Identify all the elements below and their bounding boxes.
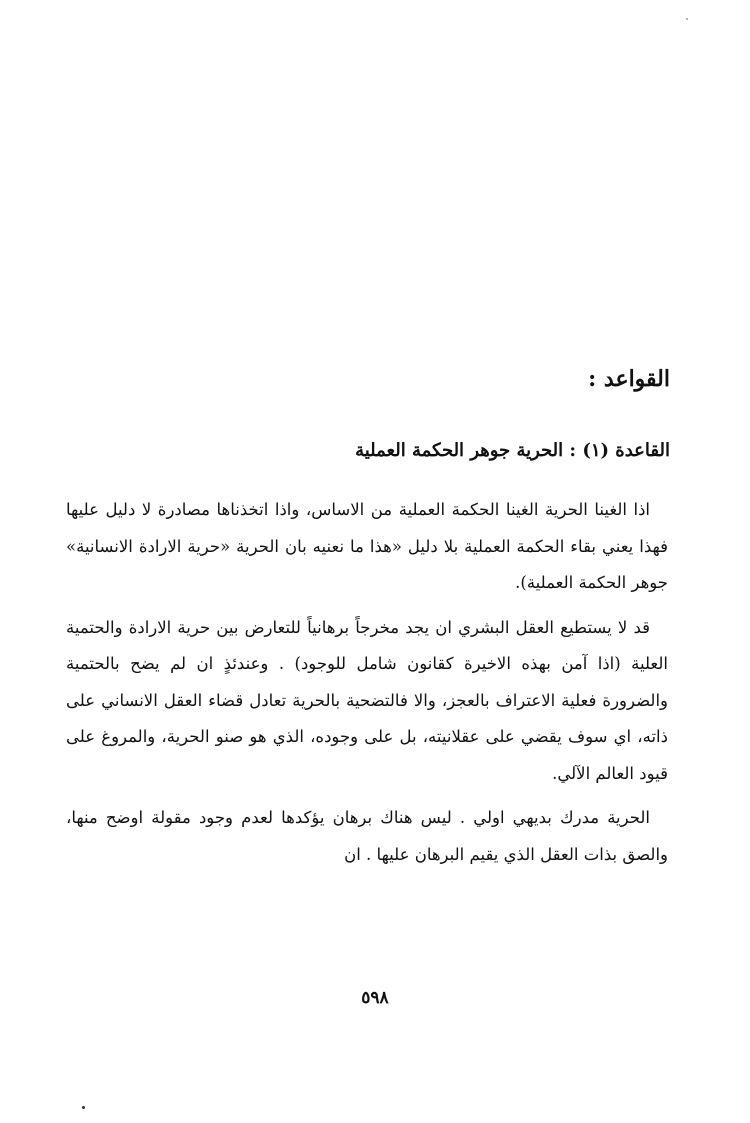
scan-speck [686,18,688,20]
scan-speck [82,1106,85,1109]
page-number: ٥٩٨ [361,988,389,1008]
paragraph: قد لا يستطيع العقل البشري ان يجد مخرجاً برهانياً للتعارض بين حرية الارادة والحتمية العلية (اذا آمن بهذه الاخيرة كقانون شامل للوجود) . وعندئذٍ ان لم يضح بالحتمية والضرورة فعلية الاعتراف بالعجز، والا فالتضحية بالحرية تعادل قضاء العقل الانساني على ذاته، اي سوف يقضي على عقلانيته، بل على وجوده، الذي هو صنو الحرية، والمروغ على قيود العالم الآلي. [66,617,668,783]
section-title: القواعد : [588,366,670,392]
rule-heading: القاعدة (١) : الحرية جوهر الحكمة العملية [355,440,670,461]
paragraph: الحرية مدرك بديهي اولي . ليس هناك برهان يؤكدها لعدم وجود مقولة اوضح منها، والصق بذات العقل الذي يقيم البرهان عليها . ان [66,808,668,864]
body-text [66,492,668,873]
paragraph: اذا الغينا الحرية الغينا الحكمة العملية من الاساس، واذا اتخذناها مصادرة لا دليل عليها فهذا يعني بقاء الحكمة العملية بلا دليل «هذا ما نعنيه بان الحرية «حرية الارادة الانسانية» جوهر الحكمة العملية). [66,500,668,592]
